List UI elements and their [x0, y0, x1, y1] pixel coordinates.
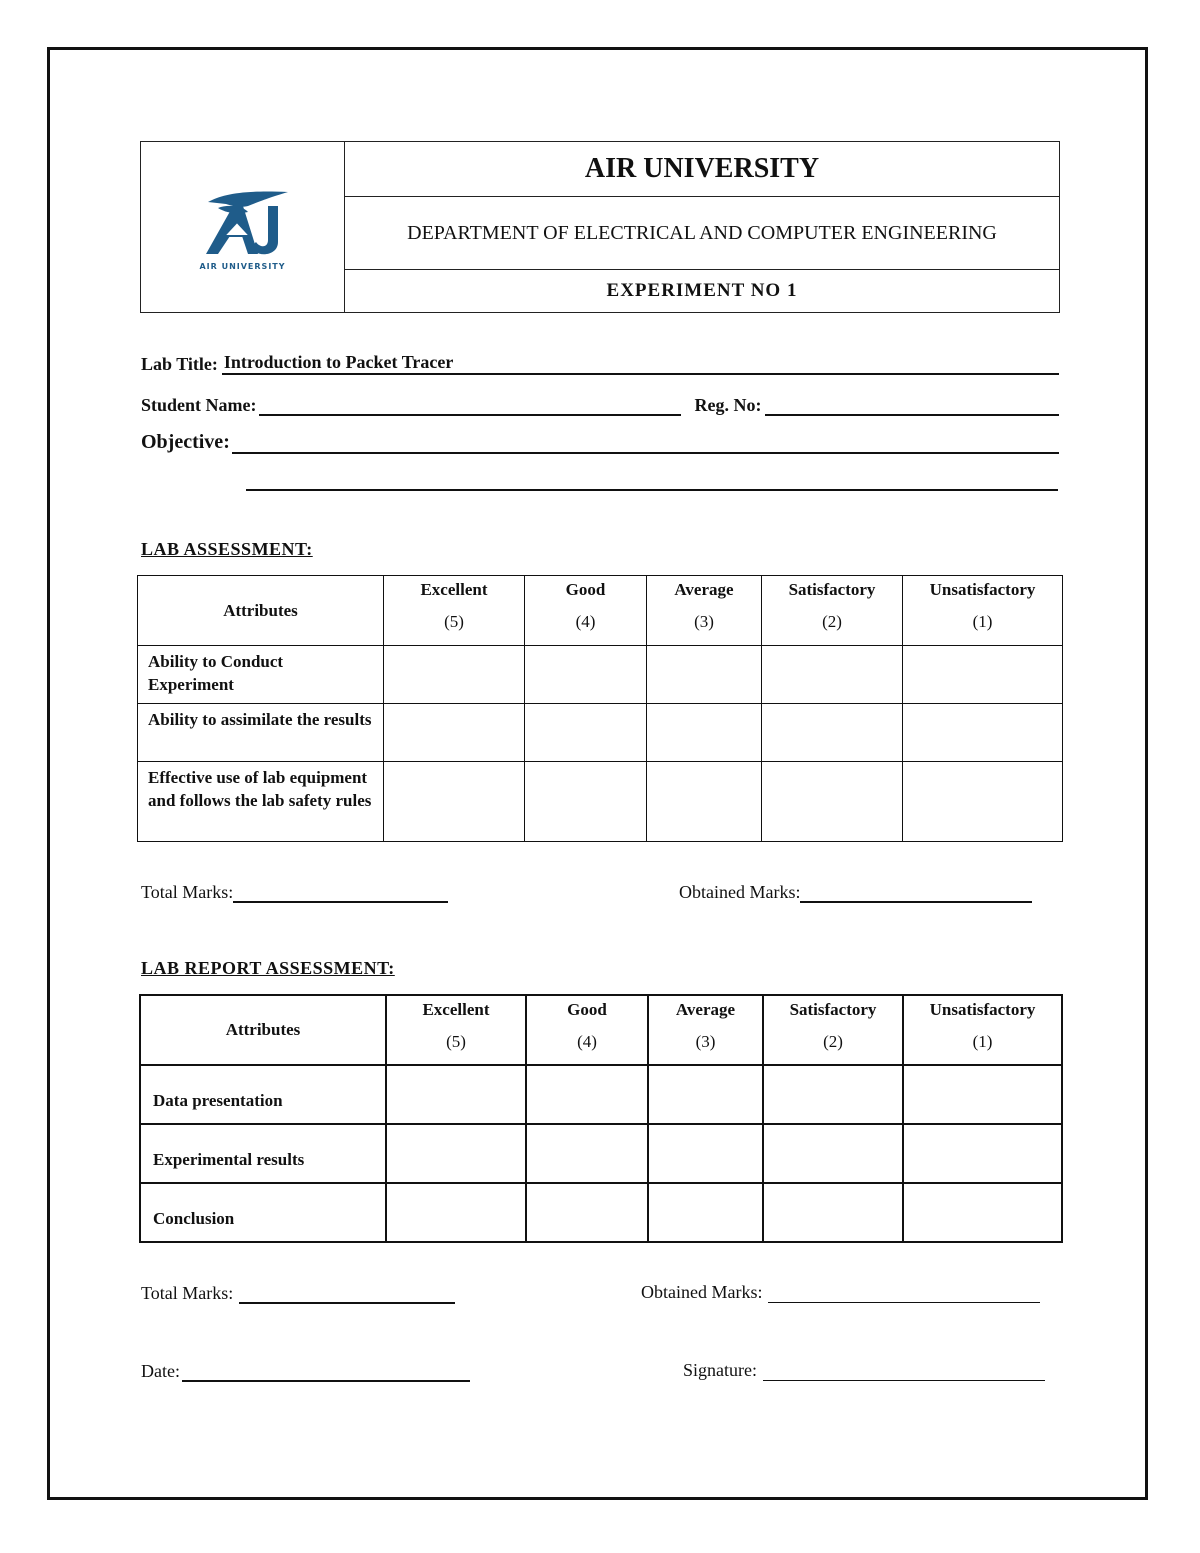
- rating-header: [386, 995, 526, 1065]
- table-row: [140, 1124, 1062, 1183]
- signature-field[interactable]: [763, 1360, 1045, 1381]
- rating-name: Average: [675, 1000, 736, 1019]
- score-cell[interactable]: [763, 1183, 903, 1242]
- table-row: [138, 762, 1063, 842]
- score-cell[interactable]: [647, 762, 762, 842]
- table-row: [140, 1183, 1062, 1242]
- attribute-label: Conclusion: [140, 1183, 386, 1242]
- reg-no-field[interactable]: [765, 392, 1059, 416]
- rating-score: (4): [575, 612, 596, 631]
- rating-name: Excellent: [420, 580, 488, 599]
- score-cell[interactable]: [525, 704, 647, 762]
- score-cell[interactable]: [763, 1065, 903, 1124]
- lab-obtained-marks: [679, 881, 1032, 903]
- table-header-row: [138, 576, 1063, 646]
- score-cell[interactable]: [903, 762, 1063, 842]
- document-header: [140, 141, 1060, 313]
- date-field[interactable]: [182, 1360, 470, 1382]
- rating-score: (4): [577, 1032, 597, 1051]
- score-cell[interactable]: [647, 704, 762, 762]
- rating-score: (1): [972, 1032, 993, 1051]
- score-cell[interactable]: [526, 1124, 648, 1183]
- score-cell[interactable]: [903, 1124, 1062, 1183]
- score-cell[interactable]: [384, 646, 525, 704]
- obtained-marks-field[interactable]: [768, 1282, 1040, 1303]
- report-obtained-marks: [641, 1282, 1040, 1303]
- rating-name: Unsatisfactory: [929, 580, 1036, 599]
- lab-total-marks: [141, 881, 448, 903]
- lab-title-row: [141, 352, 1059, 375]
- date-row: [141, 1360, 470, 1382]
- objective-field-line-1[interactable]: [232, 430, 1059, 454]
- rating-name: Satisfactory: [788, 580, 876, 599]
- header-text-area: [345, 142, 1059, 312]
- table-row: [138, 646, 1063, 704]
- score-cell[interactable]: [647, 646, 762, 704]
- table-row: [138, 704, 1063, 762]
- rating-header: [647, 576, 762, 646]
- logo-text: AIR UNIVERSITY: [199, 261, 286, 271]
- total-marks-field[interactable]: [233, 881, 448, 903]
- score-cell[interactable]: [386, 1183, 526, 1242]
- rating-header: [525, 576, 647, 646]
- attribute-label: Experimental results: [140, 1124, 386, 1183]
- rating-header: [762, 576, 903, 646]
- date-label: Date:: [141, 1361, 180, 1381]
- lab-assessment-table: [137, 575, 1063, 842]
- attributes-header: Attributes: [140, 995, 386, 1065]
- university-logo: [141, 142, 345, 312]
- score-cell[interactable]: [386, 1065, 526, 1124]
- table-row: [140, 1065, 1062, 1124]
- lab-title-label: Lab Title:: [141, 354, 218, 374]
- objective-label: Objective:: [141, 431, 230, 453]
- obtained-marks-field[interactable]: [800, 881, 1032, 903]
- table-header-row: [140, 995, 1062, 1065]
- score-cell[interactable]: [526, 1065, 648, 1124]
- obtained-marks-label: Obtained Marks:: [679, 882, 801, 902]
- objective-row: [141, 430, 1059, 454]
- signature-row: [683, 1360, 1045, 1381]
- rating-header: [526, 995, 648, 1065]
- department-name: DEPARTMENT OF ELECTRICAL AND COMPUTER ENGINEERING: [345, 197, 1059, 270]
- attribute-label: Ability to Conduct Experiment: [138, 646, 384, 704]
- student-name-field[interactable]: [259, 392, 681, 416]
- rating-score: (2): [823, 1032, 843, 1051]
- total-marks-label: Total Marks:: [141, 1283, 234, 1303]
- score-cell[interactable]: [384, 704, 525, 762]
- rating-name: Satisfactory: [789, 1000, 877, 1019]
- student-name-label: Student Name:: [141, 395, 257, 415]
- attribute-label: Ability to assimilate the results: [138, 704, 384, 762]
- reg-no-label: Reg. No:: [694, 395, 762, 415]
- rating-name: Unsatisfactory: [929, 1000, 1036, 1019]
- rating-score: (2): [822, 612, 842, 631]
- lab-assessment-title: LAB ASSESSMENT:: [141, 539, 313, 559]
- attribute-label: Effective use of lab equipment and follows the lab safety rules: [138, 762, 384, 842]
- report-assessment-title: LAB REPORT ASSESSMENT:: [141, 958, 395, 978]
- attribute-label: Data presentation: [140, 1065, 386, 1124]
- attributes-header: Attributes: [138, 576, 384, 646]
- university-name: AIR UNIVERSITY: [345, 142, 1059, 197]
- eagle-logo-icon: [188, 184, 298, 264]
- rating-score: (3): [694, 612, 714, 631]
- score-cell[interactable]: [903, 704, 1063, 762]
- score-cell[interactable]: [903, 1065, 1062, 1124]
- report-assessment-table: [139, 994, 1063, 1243]
- objective-field-line-2[interactable]: [246, 489, 1058, 491]
- rating-score: (1): [972, 612, 993, 631]
- rating-name: Average: [674, 580, 734, 599]
- score-cell[interactable]: [525, 646, 647, 704]
- total-marks-label: Total Marks:: [141, 882, 234, 902]
- rating-score: (3): [695, 1032, 716, 1051]
- score-cell[interactable]: [384, 762, 525, 842]
- score-cell[interactable]: [648, 1065, 763, 1124]
- rating-name: Excellent: [422, 1000, 490, 1019]
- lab-title-value[interactable]: Introduction to Packet Tracer: [222, 352, 1059, 375]
- signature-label: Signature:: [683, 1360, 757, 1380]
- rating-header: [903, 576, 1063, 646]
- score-cell[interactable]: [762, 704, 903, 762]
- score-cell[interactable]: [903, 1183, 1062, 1242]
- score-cell[interactable]: [386, 1124, 526, 1183]
- score-cell[interactable]: [526, 1183, 648, 1242]
- rating-header: [384, 576, 525, 646]
- rating-header: [763, 995, 903, 1065]
- rating-name: Good: [567, 1000, 607, 1019]
- score-cell[interactable]: [525, 762, 647, 842]
- score-cell[interactable]: [648, 1124, 763, 1183]
- score-cell[interactable]: [762, 646, 903, 704]
- rating-score: (5): [444, 612, 464, 631]
- score-cell[interactable]: [763, 1124, 903, 1183]
- report-total-marks: [141, 1282, 455, 1304]
- obtained-marks-label: Obtained Marks:: [641, 1282, 763, 1302]
- score-cell[interactable]: [903, 646, 1063, 704]
- rating-score: (5): [446, 1032, 466, 1051]
- student-row: [141, 392, 1059, 416]
- score-cell[interactable]: [648, 1183, 763, 1242]
- rating-name: Good: [565, 580, 606, 599]
- score-cell[interactable]: [762, 762, 903, 842]
- rating-header: [903, 995, 1062, 1065]
- experiment-number: EXPERIMENT NO 1: [606, 280, 798, 301]
- total-marks-field[interactable]: [239, 1282, 455, 1304]
- rating-header: [648, 995, 763, 1065]
